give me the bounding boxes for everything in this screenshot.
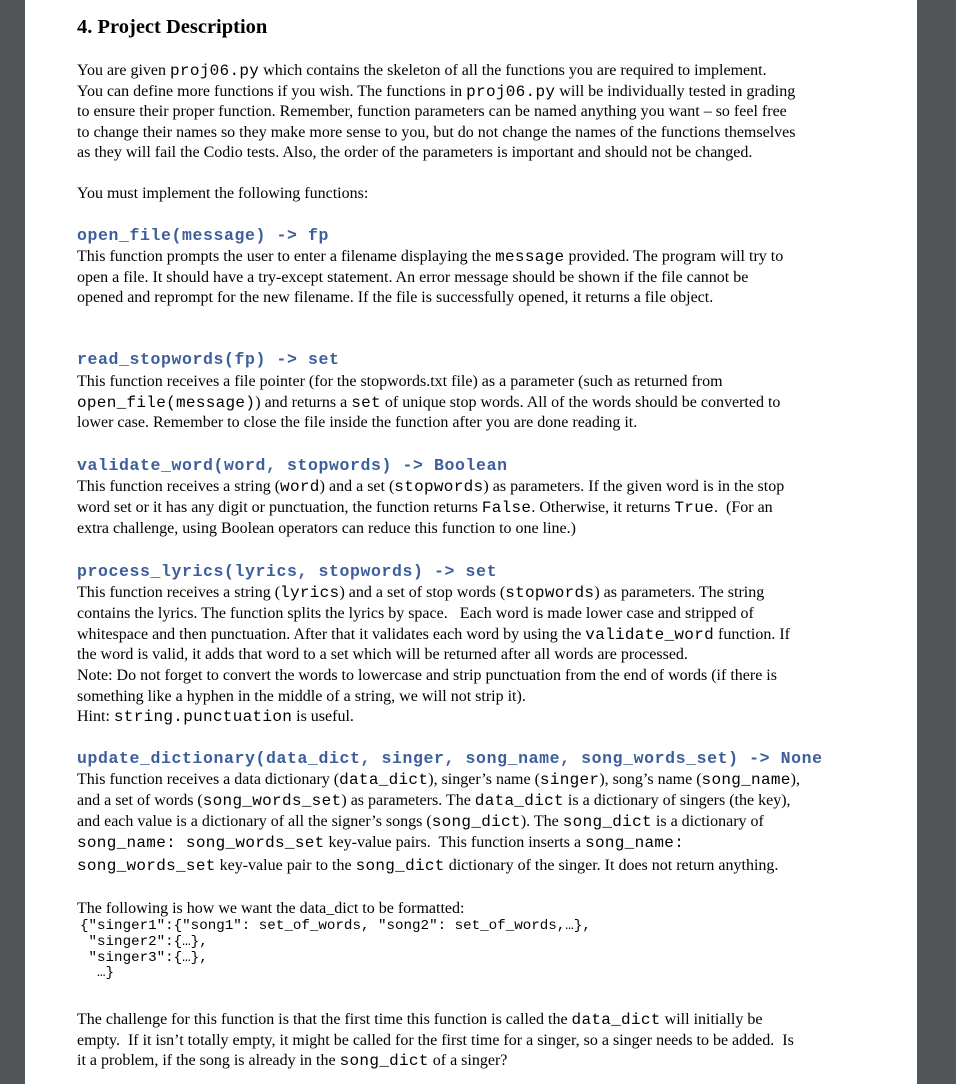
text-line xyxy=(77,812,764,832)
inline-code: song_name: xyxy=(585,834,685,852)
text: ) as parameters. The string xyxy=(594,584,765,601)
inline-code: lyrics xyxy=(280,584,340,602)
function-signature xyxy=(77,350,340,370)
inline-code: data_dict xyxy=(474,792,564,810)
text: ) and a set of stop words ( xyxy=(339,584,506,601)
inline-code: song_words_set xyxy=(77,857,216,875)
text: You must implement the following functions: xyxy=(77,185,369,202)
inline-code: string.punctuation xyxy=(113,708,293,726)
text-line xyxy=(77,770,800,790)
text: open a file. It should have a try-except statement. An error message should be shown if the file cannot be xyxy=(77,268,749,286)
code-line xyxy=(80,963,114,983)
signature-text: open_file(message) -> fp xyxy=(77,226,330,245)
inline-code: singer xyxy=(539,771,600,789)
text-line xyxy=(77,82,795,102)
text: of unique stop words. All of the words should be converted to xyxy=(380,393,781,411)
inline-code: song_words_set xyxy=(202,792,342,810)
text: it a problem, if the song is already in the xyxy=(77,1052,340,1069)
text: ) as parameters. The xyxy=(341,792,475,809)
inline-code: stopwords xyxy=(394,478,484,496)
function-signature xyxy=(77,562,497,582)
inline-code: song_dict xyxy=(562,813,652,831)
text: extra challenge, using Boolean operators can reduce this function to one line.) xyxy=(77,520,576,537)
text: will be individually tested in grading xyxy=(555,82,796,100)
code-text: "singer2":{…}, xyxy=(80,934,208,950)
function-signature xyxy=(77,456,508,476)
text: function. If xyxy=(714,625,791,643)
text-line xyxy=(77,1051,507,1071)
text-line xyxy=(77,413,637,433)
text-line xyxy=(77,707,354,727)
text-line xyxy=(77,393,780,413)
text: something like a hyphen in the middle of a string, we will not strip it). xyxy=(77,688,526,705)
text: ) and returns a xyxy=(255,393,352,411)
inline-code: stopwords xyxy=(505,584,595,602)
text-line xyxy=(77,61,767,81)
signature-text: validate_word(word, stopwords) -> Boolean xyxy=(77,456,508,475)
text: The challenge for this function is that the first time this function is called the xyxy=(77,1011,572,1028)
text-line xyxy=(77,687,526,707)
text: key-value pairs. This function inserts a xyxy=(324,834,586,851)
text-line xyxy=(77,477,784,497)
text: ) and a set ( xyxy=(319,478,395,495)
code-text: {"singer1":{"song1": set_of_words, "song2": set_of_words,…}, xyxy=(80,918,591,934)
document-page xyxy=(25,0,917,1084)
signature-text: read_stopwords(fp) -> set xyxy=(77,350,340,369)
inline-code: data_dict xyxy=(339,771,429,789)
inline-code: song_dict xyxy=(339,1052,429,1070)
text: This function prompts the user to enter a filename displaying the xyxy=(77,248,496,265)
text-line xyxy=(77,288,713,308)
text: whitespace and then punctuation. After that it validates each word by using the xyxy=(77,625,586,643)
signature-text: process_lyrics(lyrics, stopwords) -> set xyxy=(77,562,498,581)
text: of a singer? xyxy=(428,1052,508,1069)
text-line xyxy=(77,247,783,267)
text: is useful. xyxy=(292,708,354,725)
inline-code: set xyxy=(351,393,381,412)
text-line xyxy=(77,604,754,624)
text: ). The xyxy=(520,813,563,830)
text-line xyxy=(77,372,723,392)
text: You are given xyxy=(77,62,171,79)
text-line xyxy=(77,102,787,122)
text: the word is valid, it adds that word to a set which will be returned after all words are processed. xyxy=(77,646,688,663)
code-text: "singer3":{…}, xyxy=(80,950,208,966)
text: . (For an xyxy=(714,499,773,516)
function-signature xyxy=(77,749,823,769)
text: as they will fail the Codio tests. Also, the order of the parameters is important and should not be changed. xyxy=(77,144,753,161)
text: will initially be xyxy=(660,1011,763,1028)
inline-code: word xyxy=(280,478,320,496)
text: Hint: xyxy=(77,708,114,725)
text: Note: Do not forget to convert the words to lowercase and strip punctuation from the end of words (if there is xyxy=(77,667,777,684)
text-line xyxy=(77,519,576,539)
text: contains the lyrics. The function splits the lyrics by space. Each word is made lower case and stripped of xyxy=(77,605,754,622)
text: to ensure their proper function. Remember, function parameters can be named anything you want – so feel free xyxy=(77,103,787,120)
text-line xyxy=(77,123,795,143)
text: key-value pair to the xyxy=(215,857,356,874)
text: is a dictionary of xyxy=(651,813,764,830)
text-line xyxy=(77,645,688,665)
text: dictionary of the singer. It does not return anything. xyxy=(444,857,779,874)
inline-code: song_dict xyxy=(355,857,445,875)
text: This function receives a string ( xyxy=(77,584,281,601)
section-title: 4. Project Description xyxy=(77,16,268,38)
text-line xyxy=(77,1031,794,1051)
text: . Otherwise, it returns xyxy=(531,499,675,516)
inline-code: song_dict xyxy=(431,813,521,831)
inline-code: validate_word xyxy=(585,625,715,644)
text-line xyxy=(77,143,752,163)
text-line xyxy=(77,268,748,288)
text-line xyxy=(77,666,777,686)
text-line xyxy=(77,856,778,876)
text-line xyxy=(77,498,773,518)
text: and each value is a dictionary of all the signer’s songs ( xyxy=(77,813,432,830)
text: ), song’s name ( xyxy=(599,771,702,788)
text: ) as parameters. If the given word is in the stop xyxy=(483,478,785,495)
inline-code: song_name xyxy=(701,771,791,789)
text-line xyxy=(77,625,790,645)
text-line xyxy=(77,1010,762,1030)
text-line xyxy=(77,184,368,204)
inline-code: data_dict xyxy=(571,1011,661,1029)
inline-code: True xyxy=(674,499,715,517)
text: provided. The program will try to xyxy=(564,248,784,265)
inline-code: False xyxy=(481,499,532,517)
text: and a set of words ( xyxy=(77,792,203,809)
inline-code: message xyxy=(495,248,565,266)
text: opened and reprompt for the new filename. If the file is successfully opened, it returns a file object. xyxy=(77,289,714,306)
inline-code: proj06.py xyxy=(170,62,260,80)
inline-code: open_file(message) xyxy=(77,393,256,412)
code-text: …} xyxy=(80,965,115,981)
function-signature xyxy=(77,226,329,246)
text-line xyxy=(77,583,764,603)
text: lower case. Remember to close the file inside the function after you are done reading it. xyxy=(77,414,638,431)
text: This function receives a data dictionary ( xyxy=(77,771,340,788)
text-line xyxy=(77,791,791,811)
inline-code: proj06.py xyxy=(466,82,556,101)
inline-code: song_name: song_words_set xyxy=(77,834,325,852)
text: You can define more functions if you wish. The functions in xyxy=(77,82,467,100)
text: is a dictionary of singers (the key), xyxy=(563,792,791,809)
text: to change their names so they make more sense to you, but do not change the names of the functions themselves xyxy=(77,123,796,141)
text: which contains the skeleton of all the functions you are required to implement. xyxy=(259,62,767,79)
text: This function receives a file pointer (for the stopwords.txt file) as a parameter (such as returned from xyxy=(77,373,723,390)
text: word set or it has any digit or punctuation, the function returns xyxy=(77,499,482,516)
text: empty. If it isn’t totally empty, it might be called for the first time for a singer, so a singer needs to be added. Is xyxy=(77,1032,794,1049)
text-line xyxy=(77,833,684,853)
text: ), singer’s name ( xyxy=(428,771,540,788)
text: The following is how we want the data_dict to be formatted: xyxy=(77,900,465,917)
signature-text: update_dictionary(data_dict, singer, song_name, song_words_set) -> None xyxy=(77,749,823,768)
text: This function receives a string ( xyxy=(77,478,281,495)
text: ), xyxy=(790,771,800,788)
